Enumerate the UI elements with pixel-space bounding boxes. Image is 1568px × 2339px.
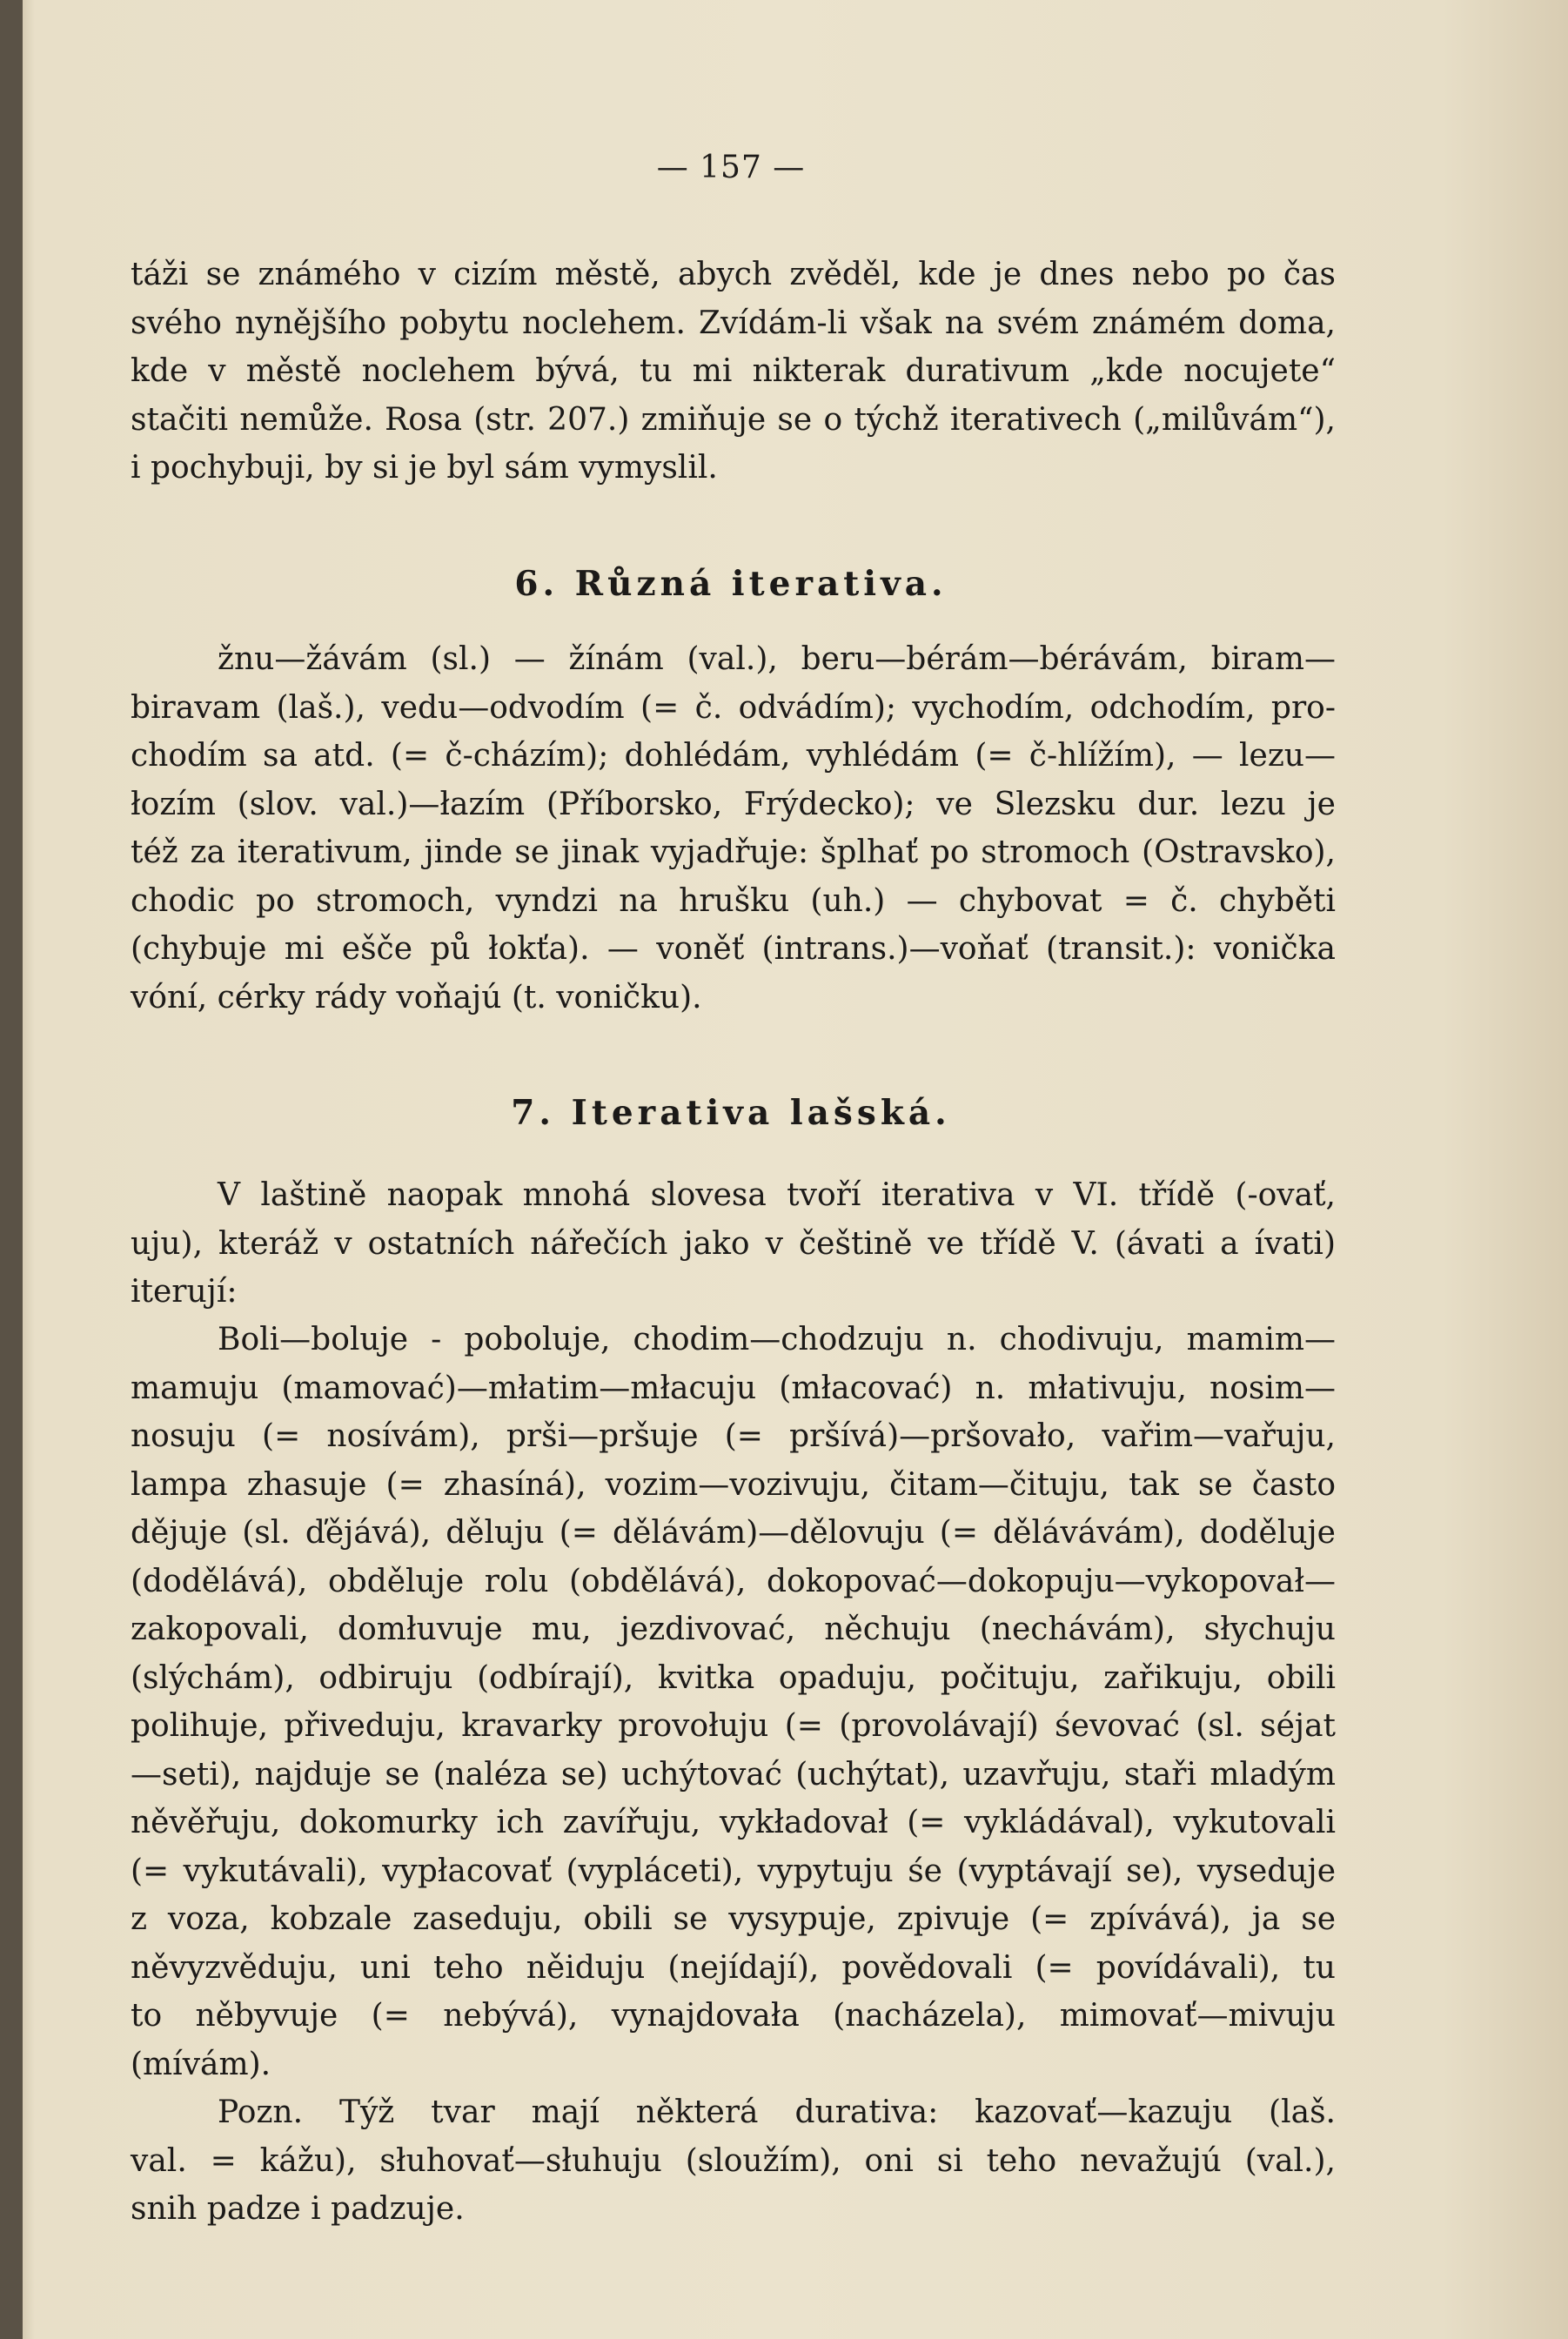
paragraph-3 <box>131 1171 1336 1317</box>
text-line: táži se známého v cizím městě, abych zvěděl, kde je dnes nebo po čas <box>131 257 1336 292</box>
page-number: — 157 — <box>656 150 806 185</box>
book-binding <box>0 0 23 2339</box>
text-line: to něbyvuje (= nebývá), vynajdovała (nacházela), mimovať—mivuju <box>131 1998 1336 2034</box>
text-line: chodím sa atd. (= č-cházím); dohlédám, vyhlédám (= č-hlížím), — lezu— <box>131 738 1336 774</box>
text-line: (slýchám), odbiruju (odbírají), kvitka opaduju, počituju, zařikuju, obili <box>131 1659 1336 1696</box>
text-line: svého nynějšího pobytu noclehem. Zvídám-li však na svém známém doma, <box>131 305 1336 341</box>
text-line: —seti), najduje se (naléza se) uchýtovać (uchýtat), uzavřuju, staři mladým <box>131 1756 1336 1793</box>
text-line: V laštině naopak mnohá slovesa tvoří iterativa v VI. třídě (-ovať, <box>218 1177 1336 1213</box>
text-line: iterují: <box>131 1274 238 1310</box>
text-line: mamuju (mamovać)—młatim—młacuju (młacovać) n. młativuju, nosim— <box>131 1370 1336 1406</box>
text-line: biravam (laš.), vedu—odvodím (= č. odvádím); vychodím, odchodím, pro- <box>131 689 1336 726</box>
text-line: polihuje, přiveduju, kravarky provołuju (= (provolávají) śevovać (sl. séjat <box>131 1708 1336 1744</box>
text-line: (dodělává), obděluje rolu (obdělává), dokopovać—dokopuju—vykopovał— <box>131 1563 1336 1599</box>
text-line: i pochybuji, by si je byl sám vymyslil. <box>131 450 718 486</box>
text-line: něvěřuju, dokomurky ich zavířuju, vykładovał (= vykládával), vykutovali <box>131 1805 1336 1840</box>
text-line: uju), kteráž v ostatních nářečích jako v češtině ve třídě V. (ávati a ívati) <box>131 1225 1336 1262</box>
section-heading-6: 6. Různá iterativa. <box>514 564 948 604</box>
section-heading-7: 7. Iterativa lašská. <box>511 1093 951 1133</box>
paragraph-2 <box>131 635 1336 1022</box>
text-line: zakopovali, domłuvuje mu, jezdivovać, něchuju (nechávám), słychuju <box>131 1612 1336 1647</box>
text-line: nosuju (= nosívám), prši—pršuje (= pršívá)—pršovało, vařim—vařuju, <box>131 1418 1336 1454</box>
text-line: něvyzvěduju, uni teho něiduju (nejídají), povědovali (= povídávali), tu <box>131 1949 1336 1986</box>
text-line: žnu—žávám (sl.) — žínám (val.), beru—bérám—bérávám, biram— <box>218 641 1336 677</box>
text-line: (mívám). <box>131 2046 271 2082</box>
paragraph-4 <box>131 1316 1336 2088</box>
text-line: (chybuje mi ešče pů łokťa). — voněť (intrans.)—voňať (transit.): vonička <box>131 931 1336 967</box>
text-line: łozím (slov. val.)—łazím (Příborsko, Frýdecko); ve Slezsku dur. lezu je <box>131 786 1336 822</box>
paragraph-1 <box>131 251 1336 493</box>
text-line: dějuje (sl. ďějává), děluju (= dělávám)—dělovuju (= dělávávám), doděluje <box>131 1515 1336 1551</box>
paragraph-5-note <box>131 2088 1336 2234</box>
text-line: z voza, kobzale zaseduju, obili se vysypuje, zpivuje (= zpívává), ja se <box>131 1901 1336 1937</box>
text-line: vóní, cérky rády voňajú (t. voničku). <box>131 979 702 1015</box>
text-line: Pozn. Týž tvar mají některá durativa: kazovať—kazuju (laš. <box>218 2094 1336 2130</box>
text-line: Boli—boluje - poboluje, chodim—chodzuju n. chodivuju, mamim— <box>218 1322 1336 1357</box>
text-line: též za iterativum, jinde se jinak vyjadřuje: šplhať po stromoch (Ostravsko), <box>131 834 1336 870</box>
text-line: snih padze i padzuje. <box>131 2191 465 2227</box>
text-line: lampa zhasuje (= zhasíná), vozim—vozivuju, čitam—čituju, tak se často <box>131 1466 1336 1503</box>
text-line: stačiti nemůže. Rosa (str. 207.) zmiňuje se o týchž iterativech („milůvám“), <box>131 401 1336 438</box>
text-line: kde v městě noclehem bývá, tu mi nikterak durativum „kde nocujete“ <box>131 353 1336 389</box>
text-line: (= vykutávali), vypłacovať (vypláceti), vypytuju śe (vyptávají se), vyseduje <box>131 1853 1336 1889</box>
text-line: val. = kážu), słuhovať—słuhuju (sloužím), oni si teho nevažujú (val.), <box>131 2142 1336 2179</box>
text-line: chodic po stromoch, vyndzi na hrušku (uh.) — chybovat = č. chyběti <box>131 882 1336 919</box>
